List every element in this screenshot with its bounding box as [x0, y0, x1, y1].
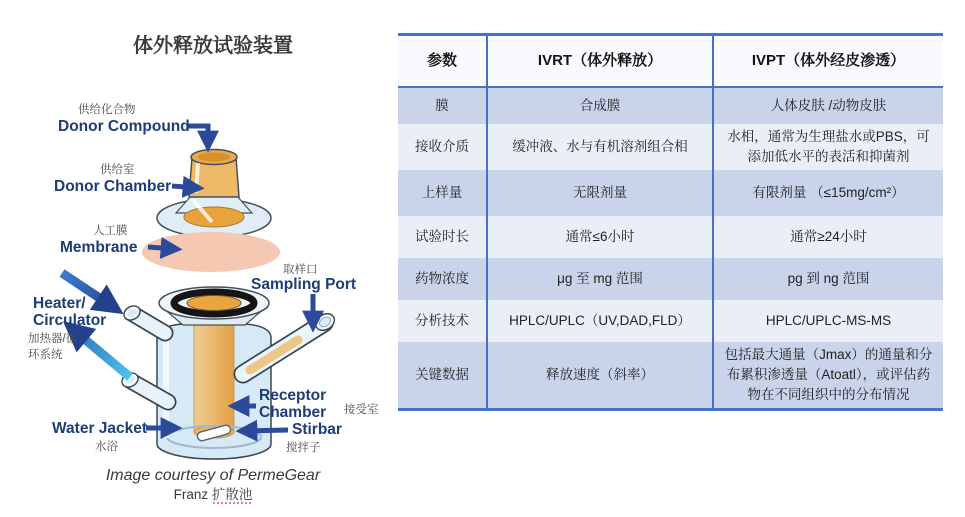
header-ivpt: IVPT（体外经皮渗透）: [713, 35, 943, 87]
heater-label-en-line2: Circulator: [33, 312, 107, 329]
ivrt-ivpt-comparison-table: [398, 33, 943, 411]
table-row-receiving-medium: [398, 124, 943, 170]
stirbar-label-en: Stirbar: [292, 421, 342, 438]
table-header-row: [398, 35, 943, 87]
left-upper-port: [121, 303, 165, 333]
table-row-membrane: [398, 87, 943, 124]
ivrt-cell: 释放速度（斜率）: [487, 342, 713, 410]
donor-compound-label-en: Donor Compound: [58, 118, 190, 135]
param-cell: 膜: [435, 97, 449, 113]
water-jacket-label-en: Water Jacket: [52, 420, 148, 437]
diagram-title: 体外释放试验装置: [133, 35, 293, 57]
membrane-arrow: [148, 247, 176, 249]
membrane-label-en: Membrane: [60, 239, 138, 256]
franz-cell-diagram: [0, 0, 398, 517]
ivpt-cell: 人体皮肤 /动物皮肤: [713, 87, 943, 124]
heater-label-en-line1: Heater/: [33, 295, 86, 312]
table-row-analytical-technique: [398, 300, 943, 342]
ivpt-cell: 有限剂量 （≤15mg/cm²）: [713, 170, 943, 216]
donor-chamber-arrow: [172, 186, 198, 188]
heater-arrow-up: [70, 327, 130, 377]
ivpt-cell: pg 到 ng 范围: [713, 258, 943, 300]
param-cell: 分析技术: [415, 312, 469, 328]
ivpt-cell: 水相，通常为生理盐水或PBS，可添加低水平的表活和抑菌剂: [713, 124, 943, 170]
ivrt-cell: μg 至 mg 范围: [487, 258, 713, 300]
receptor-chamber-label-cn: 接受室: [344, 404, 379, 416]
ivpt-cell: HPLC/UPLC-MS-MS: [713, 300, 943, 342]
stirbar-arrow: [242, 430, 288, 431]
membrane-label-cn: 人工膜: [93, 225, 128, 237]
param-cell: 关键数据: [415, 366, 469, 382]
ivpt-cell: 通常≥24小时: [713, 216, 943, 258]
ivrt-cell: 通常≤6小时: [487, 216, 713, 258]
sampling-port-label-cn: 取样口: [283, 264, 318, 276]
ivrt-cell: 无限剂量: [487, 170, 713, 216]
donor-chamber-graphic: [157, 150, 271, 238]
donor-chamber-label-cn: 供给室: [100, 164, 135, 176]
table-row-key-data: [398, 342, 943, 410]
heater-label-cn-line1: 加热器/循: [28, 333, 78, 345]
ivrt-cell: 合成膜: [487, 87, 713, 124]
header-ivrt: IVRT（体外释放）: [487, 35, 713, 87]
image-credit-caption: Image courtesy of PermeGear: [105, 467, 321, 484]
sampling-port-label-en: Sampling Port: [251, 276, 357, 293]
franz-cell-caption: Franz 扩散池: [173, 487, 253, 502]
donor-compound-arrow: [188, 126, 208, 146]
membrane-graphic: [142, 232, 280, 272]
donor-chamber-label-en: Donor Chamber: [54, 178, 172, 195]
header-param: 参数: [426, 51, 457, 69]
table-row-sample-amount: [398, 170, 943, 216]
ivrt-cell: HPLC/UPLC（UV,DAD,FLD）: [487, 300, 713, 342]
table-row-duration: [398, 216, 943, 258]
ivrt-cell: 缓冲液、水与有机溶剂组合相: [487, 124, 713, 170]
param-cell: 上样量: [421, 184, 463, 200]
param-cell: 接收介质: [415, 138, 469, 154]
donor-compound-label-cn: 供给化合物: [78, 104, 136, 116]
water-jacket-label-cn: 水浴: [95, 441, 118, 453]
heater-label-cn-line2: 环系统: [28, 349, 63, 361]
param-cell: 药物浓度: [415, 270, 469, 286]
stirbar-label-cn: 搅拌子: [286, 442, 321, 454]
ivpt-cell: 包括最大通量（Jmax）的通量和分布累积渗透量（Atoatl），或评估药物在不同组织中的分布情况: [713, 342, 943, 410]
receptor-chamber-label-en-line1: Receptor: [259, 387, 327, 404]
table-row-drug-concentration: [398, 258, 943, 300]
param-cell: 试验时长: [415, 228, 469, 244]
receptor-chamber-label-en-line2: Chamber: [259, 404, 327, 421]
